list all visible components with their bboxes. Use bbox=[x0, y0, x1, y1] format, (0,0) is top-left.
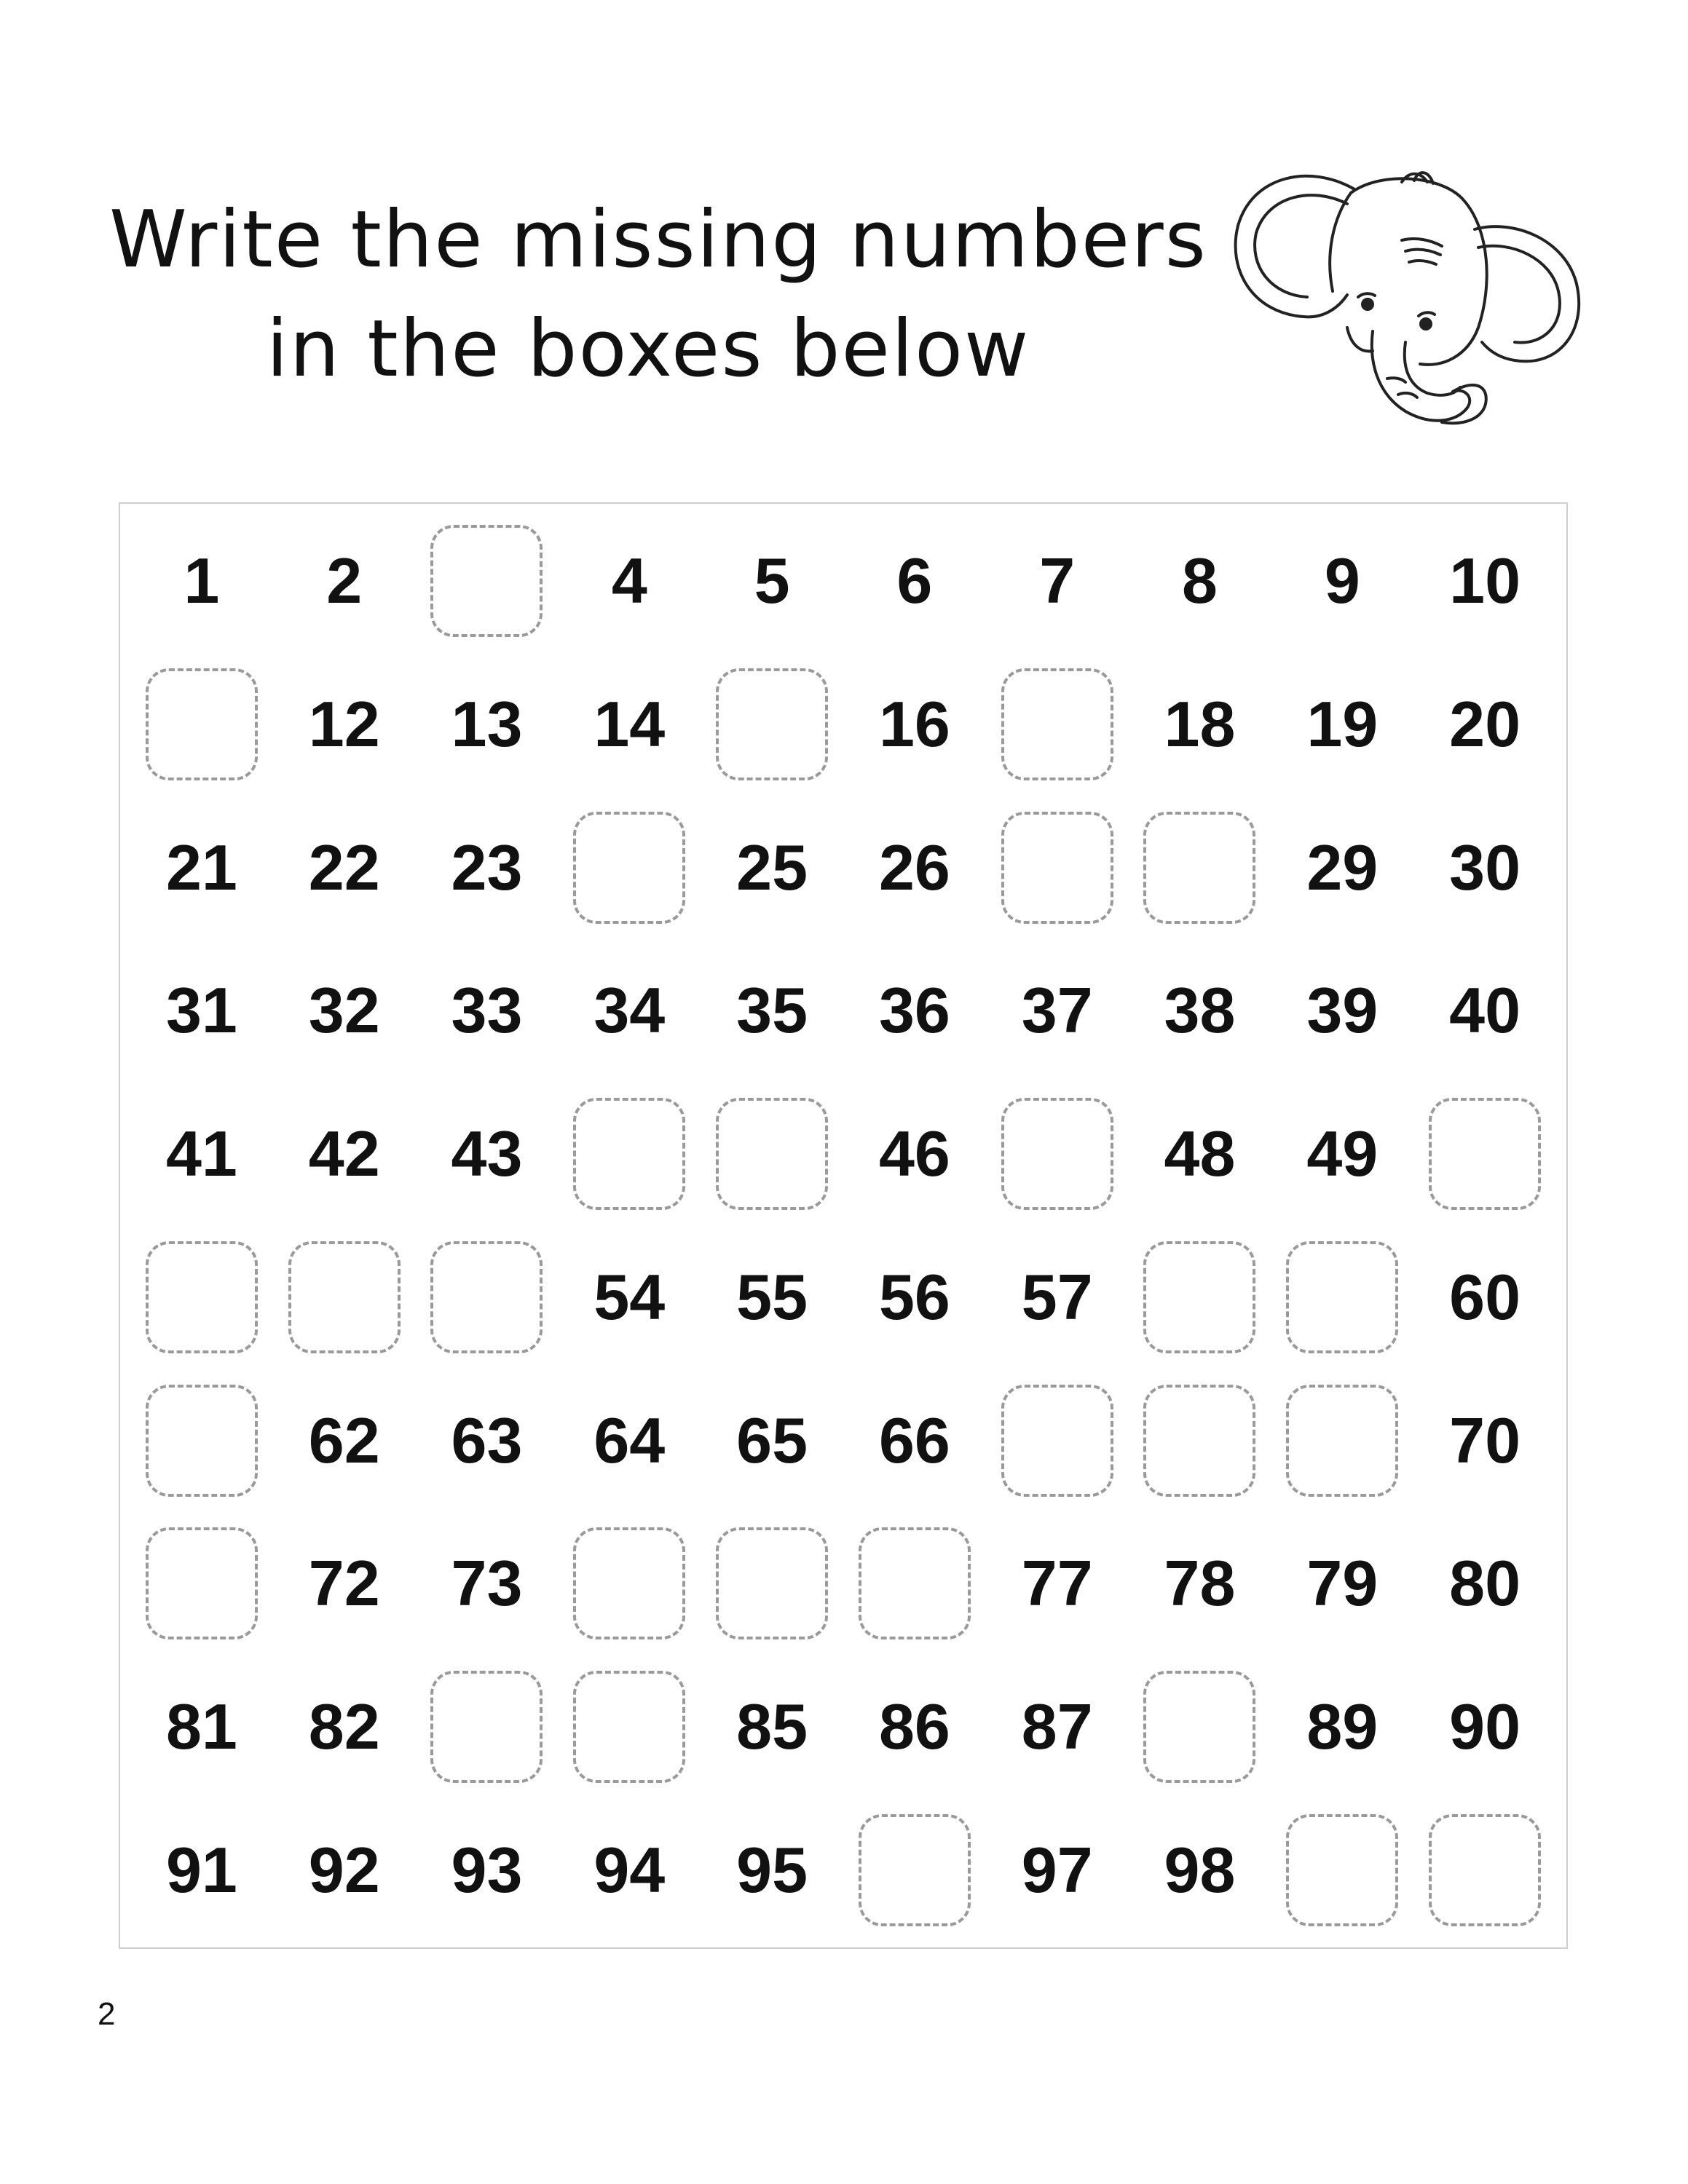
number-grid bbox=[120, 504, 1566, 1947]
grid-number: 31 bbox=[165, 974, 237, 1047]
grid-cell bbox=[701, 510, 843, 653]
grid-cell bbox=[273, 1225, 416, 1369]
grid-cell bbox=[130, 1512, 273, 1655]
grid-cell bbox=[843, 1512, 986, 1655]
grid-cell bbox=[273, 1512, 416, 1655]
blank-answer-box[interactable] bbox=[430, 1241, 543, 1353]
grid-cell bbox=[416, 1225, 559, 1369]
grid-number: 9 bbox=[1324, 545, 1360, 617]
grid-number: 78 bbox=[1164, 1547, 1236, 1620]
grid-cell bbox=[1413, 796, 1556, 939]
grid-number: 48 bbox=[1164, 1117, 1236, 1190]
grid-number: 22 bbox=[308, 831, 380, 903]
grid-cell bbox=[416, 1369, 559, 1512]
grid-number: 23 bbox=[451, 831, 523, 903]
grid-number: 55 bbox=[736, 1260, 808, 1333]
grid-cell bbox=[130, 1369, 273, 1512]
grid-cell bbox=[1129, 939, 1271, 1083]
grid-cell bbox=[1271, 1225, 1413, 1369]
grid-number: 18 bbox=[1164, 688, 1236, 761]
grid-cell bbox=[701, 939, 843, 1083]
grid-number: 7 bbox=[1039, 545, 1076, 617]
blank-answer-box[interactable] bbox=[1286, 1385, 1398, 1497]
grid-cell bbox=[130, 939, 273, 1083]
grid-cell bbox=[1413, 1369, 1556, 1512]
grid-cell bbox=[701, 653, 843, 796]
grid-cell bbox=[986, 653, 1129, 796]
grid-cell bbox=[701, 1798, 843, 1942]
grid-number: 89 bbox=[1306, 1690, 1379, 1762]
grid-number: 39 bbox=[1306, 974, 1379, 1047]
grid-number: 81 bbox=[165, 1690, 237, 1762]
grid-cell bbox=[558, 796, 701, 939]
grid-cell bbox=[701, 1655, 843, 1799]
blank-answer-box[interactable] bbox=[1143, 1671, 1255, 1783]
grid-cell bbox=[1413, 939, 1556, 1083]
grid-number: 10 bbox=[1449, 545, 1521, 617]
blank-answer-box[interactable] bbox=[146, 1385, 258, 1497]
grid-number: 56 bbox=[878, 1260, 950, 1333]
grid-cell bbox=[843, 1655, 986, 1799]
grid-number: 16 bbox=[878, 688, 950, 761]
grid-cell bbox=[416, 653, 559, 796]
blank-answer-box[interactable] bbox=[1429, 1098, 1541, 1210]
grid-cell bbox=[1413, 653, 1556, 796]
grid-cell bbox=[843, 510, 986, 653]
blank-answer-box[interactable] bbox=[859, 1814, 971, 1926]
grid-cell bbox=[416, 1083, 559, 1226]
grid-number: 98 bbox=[1164, 1833, 1236, 1906]
grid-cell bbox=[273, 939, 416, 1083]
grid-number: 92 bbox=[308, 1833, 380, 1906]
grid-cell bbox=[701, 1369, 843, 1512]
grid-number: 5 bbox=[754, 545, 790, 617]
grid-number: 77 bbox=[1021, 1547, 1093, 1620]
blank-answer-box[interactable] bbox=[573, 1098, 685, 1210]
grid-cell bbox=[130, 1798, 273, 1942]
grid-number: 34 bbox=[593, 974, 666, 1047]
grid-number: 13 bbox=[451, 688, 523, 761]
grid-number: 21 bbox=[165, 831, 237, 903]
grid-cell bbox=[1129, 1225, 1271, 1369]
grid-cell bbox=[843, 1083, 986, 1226]
grid-cell bbox=[1413, 510, 1556, 653]
grid-cell bbox=[273, 1369, 416, 1512]
blank-answer-box[interactable] bbox=[1143, 1385, 1255, 1497]
grid-number: 42 bbox=[308, 1117, 380, 1190]
grid-cell bbox=[416, 1655, 559, 1799]
grid-number: 19 bbox=[1306, 688, 1379, 761]
grid-cell bbox=[1413, 1083, 1556, 1226]
grid-number: 2 bbox=[326, 545, 363, 617]
grid-cell bbox=[1129, 1798, 1271, 1942]
grid-number: 91 bbox=[165, 1833, 237, 1906]
grid-number: 57 bbox=[1021, 1260, 1093, 1333]
grid-cell bbox=[1129, 653, 1271, 796]
blank-answer-box[interactable] bbox=[716, 1098, 828, 1210]
blank-answer-box[interactable] bbox=[716, 1527, 828, 1639]
grid-cell bbox=[558, 1083, 701, 1226]
grid-number: 65 bbox=[736, 1404, 808, 1476]
grid-number: 4 bbox=[611, 545, 647, 617]
grid-number: 86 bbox=[878, 1690, 950, 1762]
grid-number: 32 bbox=[308, 974, 380, 1047]
grid-cell bbox=[130, 1225, 273, 1369]
grid-cell bbox=[1413, 1655, 1556, 1799]
grid-cell bbox=[1413, 1798, 1556, 1942]
grid-number: 90 bbox=[1449, 1690, 1521, 1762]
grid-cell bbox=[558, 1655, 701, 1799]
grid-number: 40 bbox=[1449, 974, 1521, 1047]
grid-number: 43 bbox=[451, 1117, 523, 1190]
grid-number: 82 bbox=[308, 1690, 380, 1762]
blank-answer-box[interactable] bbox=[430, 525, 543, 637]
grid-cell bbox=[986, 1083, 1129, 1226]
grid-cell bbox=[273, 510, 416, 653]
grid-cell bbox=[558, 1798, 701, 1942]
grid-number: 60 bbox=[1449, 1260, 1521, 1333]
blank-answer-box[interactable] bbox=[1429, 1814, 1541, 1926]
blank-answer-box[interactable] bbox=[1001, 668, 1113, 780]
grid-number: 97 bbox=[1021, 1833, 1093, 1906]
blank-answer-box[interactable] bbox=[573, 812, 685, 924]
grid-cell bbox=[986, 796, 1129, 939]
grid-cell bbox=[1271, 1798, 1413, 1942]
grid-cell bbox=[986, 510, 1129, 653]
grid-cell bbox=[1129, 1083, 1271, 1226]
grid-cell bbox=[986, 1369, 1129, 1512]
blank-answer-box[interactable] bbox=[1286, 1241, 1398, 1353]
grid-number: 64 bbox=[593, 1404, 666, 1476]
grid-cell bbox=[273, 796, 416, 939]
blank-answer-box[interactable] bbox=[1286, 1814, 1398, 1926]
grid-cell bbox=[558, 1369, 701, 1512]
grid-cell bbox=[1271, 653, 1413, 796]
blank-answer-box[interactable] bbox=[573, 1527, 685, 1639]
grid-number: 1 bbox=[184, 545, 220, 617]
grid-cell bbox=[130, 510, 273, 653]
grid-number: 26 bbox=[878, 831, 950, 903]
grid-number: 62 bbox=[308, 1404, 380, 1476]
grid-number: 37 bbox=[1021, 974, 1093, 1047]
elephant-icon bbox=[1223, 160, 1602, 466]
grid-cell bbox=[1413, 1225, 1556, 1369]
grid-cell bbox=[1271, 1369, 1413, 1512]
grid-cell bbox=[1413, 1512, 1556, 1655]
grid-number: 63 bbox=[451, 1404, 523, 1476]
grid-cell bbox=[130, 1083, 273, 1226]
grid-cell bbox=[558, 510, 701, 653]
grid-cell bbox=[1129, 1512, 1271, 1655]
grid-cell bbox=[986, 1512, 1129, 1655]
grid-cell bbox=[273, 1798, 416, 1942]
grid-cell bbox=[416, 510, 559, 653]
blank-answer-box[interactable] bbox=[573, 1671, 685, 1783]
grid-number: 79 bbox=[1306, 1547, 1379, 1620]
grid-number: 12 bbox=[308, 688, 380, 761]
grid-cell bbox=[986, 1798, 1129, 1942]
grid-cell bbox=[1271, 1655, 1413, 1799]
grid-cell bbox=[701, 1225, 843, 1369]
grid-number: 73 bbox=[451, 1547, 523, 1620]
grid-number: 72 bbox=[308, 1547, 380, 1620]
grid-cell bbox=[558, 1512, 701, 1655]
grid-cell bbox=[986, 939, 1129, 1083]
blank-answer-box[interactable] bbox=[146, 1527, 258, 1639]
grid-cell bbox=[416, 939, 559, 1083]
grid-number: 20 bbox=[1449, 688, 1521, 761]
grid-number: 95 bbox=[736, 1833, 808, 1906]
page-number: 2 bbox=[98, 1996, 116, 2032]
grid-number: 36 bbox=[878, 974, 950, 1047]
grid-number: 85 bbox=[736, 1690, 808, 1762]
grid-cell bbox=[843, 1369, 986, 1512]
grid-cell bbox=[558, 653, 701, 796]
grid-cell bbox=[416, 1512, 559, 1655]
grid-cell bbox=[273, 653, 416, 796]
grid-cell bbox=[1271, 796, 1413, 939]
grid-number: 54 bbox=[593, 1260, 666, 1333]
blank-answer-box[interactable] bbox=[288, 1241, 401, 1353]
grid-number: 33 bbox=[451, 974, 523, 1047]
blank-answer-box[interactable] bbox=[430, 1671, 543, 1783]
grid-cell bbox=[701, 1083, 843, 1226]
grid-cell bbox=[1129, 510, 1271, 653]
grid-cell bbox=[558, 939, 701, 1083]
grid-number: 41 bbox=[165, 1117, 237, 1190]
blank-answer-box[interactable] bbox=[146, 668, 258, 780]
grid-cell bbox=[843, 1225, 986, 1369]
grid-cell bbox=[701, 1512, 843, 1655]
grid-number: 70 bbox=[1449, 1404, 1521, 1476]
grid-number: 29 bbox=[1306, 831, 1379, 903]
number-grid-frame bbox=[119, 502, 1568, 1949]
grid-cell bbox=[130, 653, 273, 796]
grid-cell bbox=[843, 1798, 986, 1942]
grid-cell bbox=[1129, 1369, 1271, 1512]
grid-number: 6 bbox=[896, 545, 933, 617]
grid-cell bbox=[986, 1655, 1129, 1799]
grid-cell bbox=[1271, 1512, 1413, 1655]
blank-answer-box[interactable] bbox=[1001, 812, 1113, 924]
blank-answer-box[interactable] bbox=[1143, 1241, 1255, 1353]
grid-number: 94 bbox=[593, 1833, 666, 1906]
grid-number: 49 bbox=[1306, 1117, 1379, 1190]
blank-answer-box[interactable] bbox=[146, 1241, 258, 1353]
grid-number: 87 bbox=[1021, 1690, 1093, 1762]
blank-answer-box[interactable] bbox=[1001, 1098, 1113, 1210]
title-line-1: Write the missing numbers bbox=[109, 194, 1207, 285]
grid-number: 46 bbox=[878, 1117, 950, 1190]
grid-cell bbox=[1271, 1083, 1413, 1226]
title-line-2: in the boxes below bbox=[266, 304, 1030, 395]
grid-number: 93 bbox=[451, 1833, 523, 1906]
grid-cell bbox=[1271, 510, 1413, 653]
grid-number: 25 bbox=[736, 831, 808, 903]
grid-cell bbox=[273, 1083, 416, 1226]
blank-answer-box[interactable] bbox=[1001, 1385, 1113, 1497]
grid-number: 38 bbox=[1164, 974, 1236, 1047]
grid-cell bbox=[130, 796, 273, 939]
grid-cell bbox=[130, 1655, 273, 1799]
grid-number: 30 bbox=[1449, 831, 1521, 903]
grid-number: 66 bbox=[878, 1404, 950, 1476]
grid-number: 14 bbox=[593, 688, 666, 761]
grid-cell bbox=[1129, 1655, 1271, 1799]
grid-cell bbox=[1129, 796, 1271, 939]
grid-cell bbox=[416, 1798, 559, 1942]
grid-cell bbox=[986, 1225, 1129, 1369]
blank-answer-box[interactable] bbox=[859, 1527, 971, 1639]
worksheet-title bbox=[109, 186, 1207, 404]
grid-cell bbox=[416, 796, 559, 939]
grid-cell bbox=[273, 1655, 416, 1799]
grid-cell bbox=[701, 796, 843, 939]
grid-cell bbox=[1271, 939, 1413, 1083]
grid-cell bbox=[843, 796, 986, 939]
grid-cell bbox=[558, 1225, 701, 1369]
grid-number: 35 bbox=[736, 974, 808, 1047]
blank-answer-box[interactable] bbox=[1143, 812, 1255, 924]
grid-number: 8 bbox=[1182, 545, 1218, 617]
grid-number: 80 bbox=[1449, 1547, 1521, 1620]
blank-answer-box[interactable] bbox=[716, 668, 828, 780]
grid-cell bbox=[843, 939, 986, 1083]
grid-cell bbox=[843, 653, 986, 796]
